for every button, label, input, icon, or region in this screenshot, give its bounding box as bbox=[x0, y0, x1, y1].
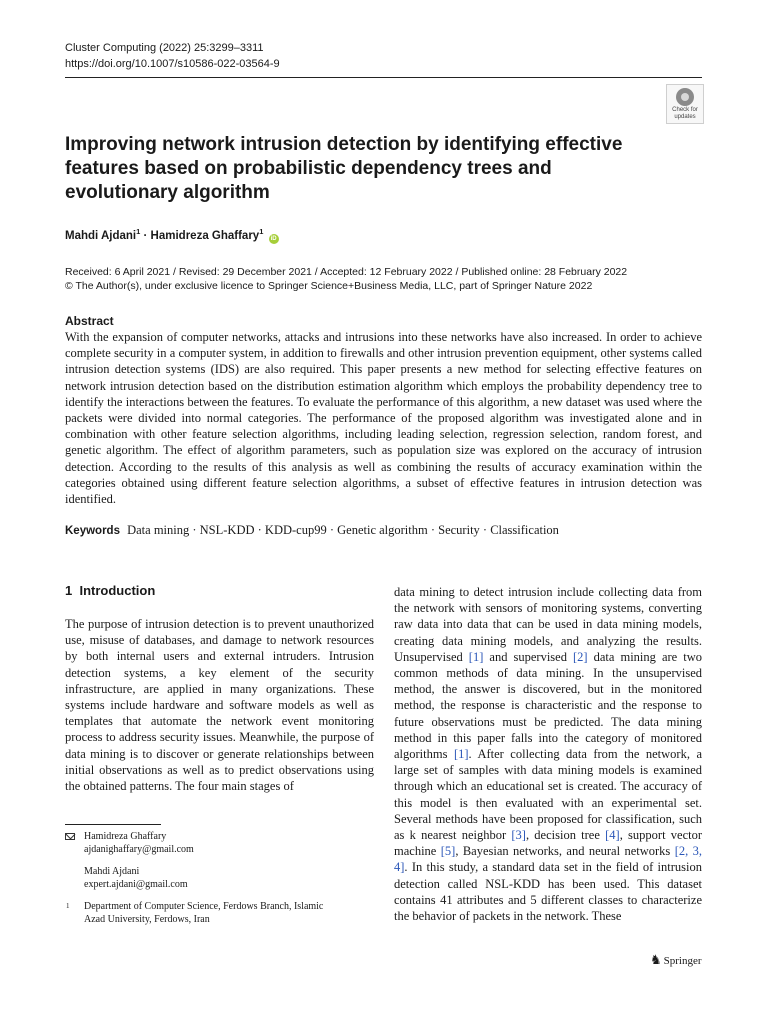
affiliation-mark: 1 bbox=[66, 902, 70, 910]
copyright-line: © The Author(s), under exclusive licence to Springer Science+Business Media, LLC, part of Springer Nature 2022 bbox=[65, 280, 593, 292]
doi-link[interactable]: https://doi.org/10.1007/s10586-022-03564-9 bbox=[65, 58, 280, 70]
section-heading bbox=[65, 583, 155, 598]
intro-text: and supervised bbox=[483, 649, 573, 664]
author-name[interactable]: Mahdi Ajdani bbox=[65, 229, 137, 242]
intro-text: . In this study, a standard data set in the field of intrusion detection called NSL-KDD has been used. This dataset contains 41 attributes and 5 different classes to characterize the behavior of packets in the network. These bbox=[394, 860, 702, 924]
author-list bbox=[65, 227, 279, 244]
intro-text: . After collecting data from the network, a large set of samples with data mining models is examined through which an educational set is created. The accuracy of this model is then evaluated with an experimental set. Several methods have been proposed for classification, such as k nearest neighbor bbox=[394, 747, 702, 843]
footnote-divider bbox=[65, 824, 161, 825]
citation-link[interactable]: [2] bbox=[573, 649, 588, 664]
intro-text: data mining are two common methods of data mining. In the unsupervised method, the answer is discovered, but in the monitored method, the response is characteristic and the response to future observations must be predicted. The data mining method in this paper falls into the category of monitored algorithms bbox=[394, 649, 702, 762]
intro-text: , support vector machine bbox=[394, 828, 702, 859]
badge-line1: Check for bbox=[672, 107, 698, 113]
citation-link[interactable]: [5] bbox=[440, 844, 456, 859]
citation-link[interactable]: [1] bbox=[468, 649, 484, 664]
intro-paragraph-left: The purpose of intrusion detection is to prevent unauthorized use, misuse of databases, and damage to network resources by both internal users and external intruders. Intrusion detection systems, a key element of the security infrastructure, are applied in many organizations. These systems include hardware and software models as well as templates that automate the network event monitoring process to address security issues. Meanwhile, the purpose of data mining is to discover or generate relationships between initial observations as well as to predict observations using the obtained patterns. The four main stages of bbox=[65, 617, 374, 794]
citation-link[interactable]: [1] bbox=[453, 747, 469, 762]
email-link[interactable]: ajdanighaffary@gmail.com bbox=[84, 844, 194, 855]
affiliation-mark: 1 bbox=[259, 227, 264, 236]
keywords bbox=[65, 523, 559, 538]
abstract-text: With the expansion of computer networks, attacks and intrusions into these networks have also increased. In order to achieve complete security in a computer system, in addition to firewalls and other intrusion prevention equipment, other systems called intrusion detection systems (IDS) are also required. This paper presents a new method for selecting effective features on network intrusion detection based on the distribution estimation algorithm which employs the probability dependency tree to identify the interactions between the features. To evaluate the performance of this algorithm, a new dataset was used where the packets were divided into normal categories. The performance of the proposed algorithm was investigated alone and in combination with other feature selection algorithms, including leading selection, regression selection, random forest, and genetic algorithm. The effect of algorithm parameters, such as population size was explored on the accuracy of intrusion detection. According to the results of this analysis as well as combining the results of accuracy examination within the categories obtained using different feature selection algorithms, a subset of effective features in intrusion detection was identified. bbox=[65, 330, 702, 507]
affiliation-line: Azad University, Ferdows, Iran bbox=[84, 914, 210, 925]
intro-paragraph-right bbox=[394, 584, 702, 924]
check-for-updates-badge[interactable] bbox=[666, 84, 704, 124]
citation-link[interactable]: [2, 3, 4] bbox=[394, 844, 703, 875]
header-divider bbox=[65, 77, 702, 78]
author-name: Mahdi Ajdani bbox=[84, 866, 140, 877]
keywords-label: Keywords bbox=[65, 525, 120, 537]
publisher-name: Springer bbox=[663, 955, 702, 967]
email-link[interactable]: expert.ajdani@gmail.com bbox=[84, 879, 188, 890]
check-for-updates-icon bbox=[676, 88, 694, 106]
affiliation-mark: 1 bbox=[136, 227, 141, 236]
citation-link[interactable]: [4] bbox=[605, 828, 620, 843]
envelope-icon bbox=[65, 833, 75, 840]
orcid-icon[interactable]: iD bbox=[270, 235, 277, 242]
abstract-heading: Abstract bbox=[65, 314, 114, 328]
keywords-list: Data mining · NSL-KDD · KDD-cup99 · Genetic algorithm · Security · Classification bbox=[127, 523, 559, 537]
affiliation-line: Department of Computer Science, Ferdows Branch, Islamic bbox=[84, 901, 324, 912]
footnotes bbox=[65, 830, 365, 926]
intro-text: data mining to detect intrusion include collecting data from the network with sensors of monitoring systems, converting raw data into data that can be used in data mining models, creating data mining models, and analyzing the results. Unsupervised bbox=[394, 585, 702, 664]
springer-logo bbox=[650, 952, 702, 968]
paper-title: Improving network intrusion detection by identifying effective features based on probabilistic dependency trees and evolutionary algorithm bbox=[65, 134, 623, 203]
springer-horse-icon: ♞ bbox=[650, 952, 662, 967]
author-name[interactable]: Hamidreza Ghaffary bbox=[150, 229, 260, 242]
journal-header bbox=[65, 40, 280, 72]
intro-text: , Bayesian networks, and neural networks bbox=[455, 844, 675, 859]
journal-citation: Cluster Computing (2022) 25:3299–3311 bbox=[65, 42, 264, 54]
publication-history bbox=[65, 265, 627, 293]
history-dates: Received: 6 April 2021 / Revised: 29 December 2021 / Accepted: 12 February 2022 / Published online: 28 February 2022 bbox=[65, 266, 628, 278]
section-number: 1 bbox=[65, 583, 73, 598]
author-separator: · bbox=[140, 229, 151, 242]
citation-link[interactable]: [3] bbox=[511, 828, 526, 843]
intro-text: , decision tree bbox=[525, 828, 606, 843]
section-title: Introduction bbox=[79, 583, 156, 598]
corresponding-author-name: Hamidreza Ghaffary bbox=[84, 831, 167, 842]
badge-line2: updates bbox=[674, 114, 696, 120]
